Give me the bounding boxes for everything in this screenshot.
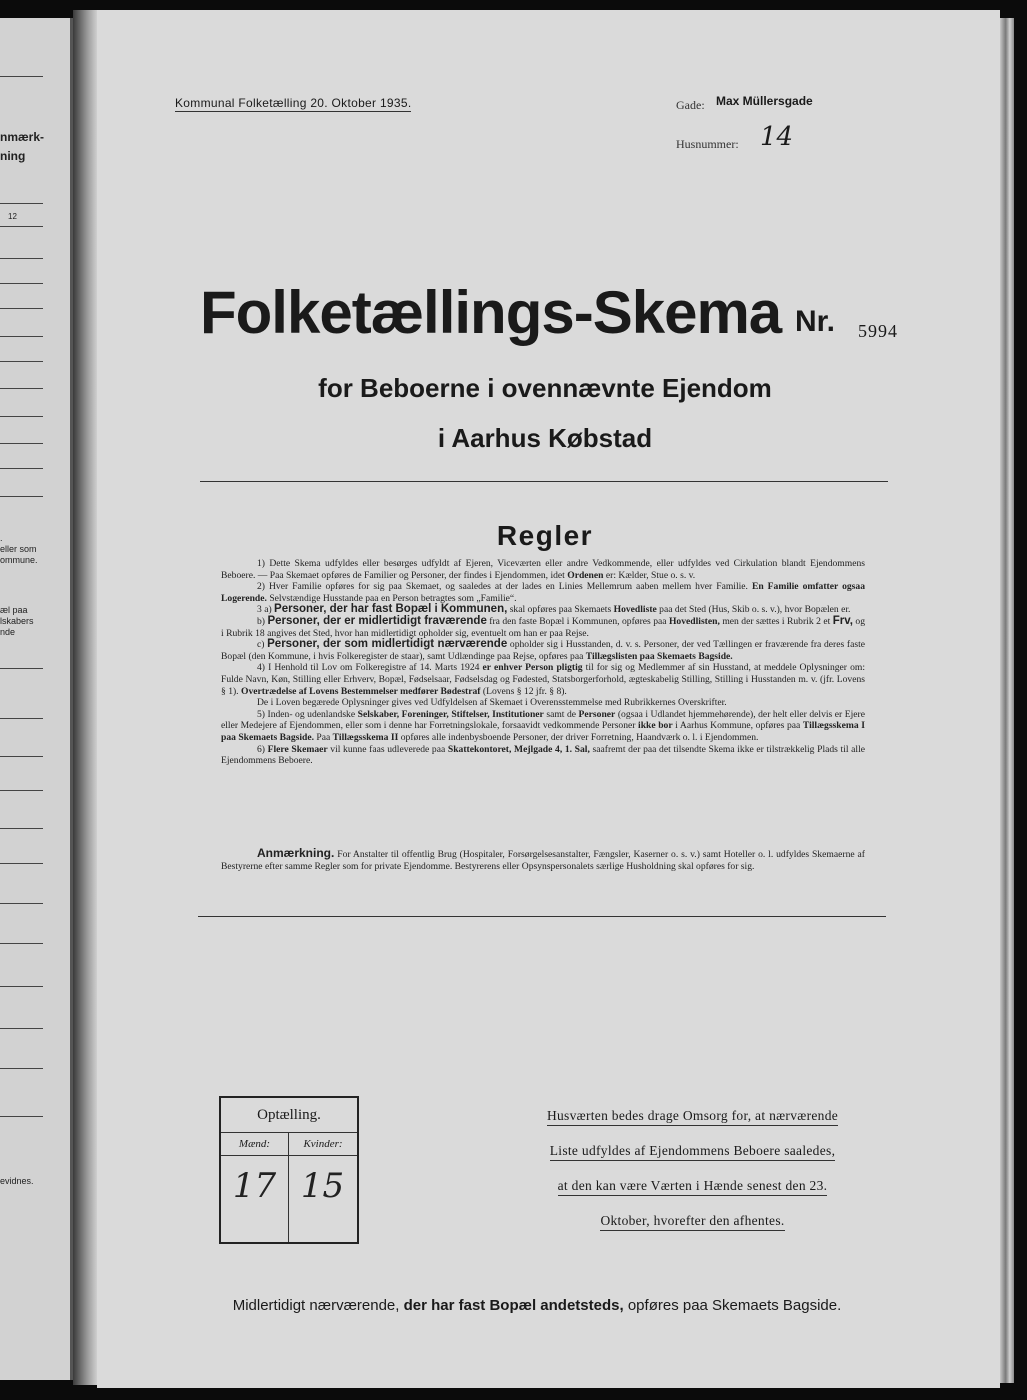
rule [0,943,43,944]
rule-4 [221,662,865,697]
rule-text: saafremt der paa det tilsendte Skema ikke er tilstrækkelig Plads til alle Ejendommens Beboere. [221,743,866,767]
rule-text: 5) Inden- og udenlandske [257,708,358,720]
rule-text: c) [257,639,268,651]
rule-heading: Personer, der som midlertidigt nærværende [267,638,508,651]
left-fragment: nde [0,627,16,637]
rule [0,756,43,757]
rule [0,283,43,284]
count-box [219,1096,359,1244]
rule-text: men der sættes i Rubrik 2 et [719,615,833,627]
rule-emphasis: Hovedliste [613,604,657,616]
rule [0,1116,43,1117]
rule-emphasis: Personer [578,708,616,720]
rule [0,336,43,337]
rules-text [221,558,865,767]
rule [0,1068,43,1069]
left-page-edge [0,18,73,1380]
divider [200,481,888,482]
footer-text: opføres paa Skemaets Bagside. [623,1297,842,1314]
footer-note [197,1297,877,1315]
left-fragment: nmærk- [0,130,45,144]
rule [0,718,43,719]
rule-text: (ogsaa i Udlandet hjemmehørende), der helt eller delvis er Ejere eller Medejere af Ejendommen, eller som i denne har Forretningslokale, forsaavidt vedkommende Personer [221,708,865,732]
rule [0,496,43,497]
rule-text: De i Loven begærede Oplysninger gives ved Udfyldelsen af Skemaet i Overensstemmelse med Rubrikkernes Overskrifter. [257,697,727,709]
men-label: Mænd: [221,1133,288,1156]
remark-body: For Anstalter til offentlig Brug (Hospitaler, Forsørgelsesanstalter, Fængsler, Kaserner o. s. v.) samt Hoteller o. l. udfyldes Skemaerne af Bestyrerne efter samme Regler som for private Ejendomme. Bestyrerens eller Opsynspersonalets særlige Husholdning skal opføres for sig. [221,849,865,872]
remark-label: Anmærkning. [257,846,335,860]
rule [0,361,43,362]
rule-emphasis: Frv, [832,614,853,627]
rule-emphasis: ikke bor [638,720,673,732]
rule-text: 6) [257,743,268,755]
count-caption: Optælling. [221,1098,357,1133]
rule-emphasis: Overtrædelse af Lovens Bestemmelser medfører Bødestraf [240,685,481,697]
rule-text: (Lovens § 12 jfr. § 8). [480,685,567,697]
rule-3b [221,616,865,639]
rule [0,1028,43,1029]
rule-text: 2) Hver Familie opføres for sig paa Skemaet, og saaledes at der lades en Linies Mellemrum aaben mellem hver Familie. [257,581,752,593]
rule-emphasis: Flere Skemaer [267,743,328,755]
rule-text: samt de [543,708,579,720]
rule-emphasis: Tillægsskema II [332,731,399,743]
rule [0,828,43,829]
right-page-edge [1000,18,1014,1383]
street-label: Gade: [676,98,705,112]
rule [0,388,43,389]
rule-text: paa det Sted (Hus, Skib o. s. v.), hvor Bopælen er. [656,604,851,616]
rule-2 [221,581,865,604]
notice-line [520,1143,865,1159]
rule-heading: Personer, der har fast Bopæl i Kommunen, [274,603,508,616]
rule [0,203,43,204]
rule-text: 4) I Henhold til Lov om Folkeregistre af 14. Marts 1924 [257,662,483,674]
rule-emphasis: er enhver Person pligtig [482,662,583,674]
remark-text [221,848,865,872]
rule-emphasis: En Familie omfatter ogsaa Logerende. [221,581,865,604]
rule-1 [221,558,865,581]
footer-text: Midlertidigt nærværende, [232,1297,404,1314]
rule [0,468,43,469]
rule-text: fra den faste Bopæl i Kommunen, opføres paa [486,615,669,627]
form-title: Folketællings-Skema [200,279,782,346]
house-number-label: Husnummer: [676,137,739,151]
notice-line [520,1178,865,1194]
rule [0,76,43,77]
rule-text: vil kunne faas udleverede paa [327,743,448,755]
rule-text: b) [257,615,268,627]
book-gutter [73,10,97,1385]
notice-text: Husværten bedes drage Omsorg for, at nærværende [547,1108,838,1126]
notice-text: Liste udfyldes af Ejendommens Beboere saaledes, [550,1143,836,1161]
left-fragment: eller som [0,544,37,554]
left-fragment: evidnes. [0,1176,34,1186]
rule-text: skal opføres paa Skemaets [507,604,614,616]
rule [0,986,43,987]
form-subtitle: for Beboerne i ovennævnte Ejendom [318,373,772,403]
rule [0,903,43,904]
rule-text: er: Kælder, Stue o. s. v. [603,569,696,581]
footer-emphasis: der har fast Bopæl andetsteds, [403,1297,624,1314]
rule [0,226,43,227]
rule-heading: Personer, der er midlertidigt fraværende [267,614,487,627]
left-fragment: ning [0,149,26,163]
rule-text: Selvstændige Husstande paa en Person betragtes som „Familie“. [266,592,517,604]
left-fragment: . [0,533,3,543]
divider [198,916,886,917]
street-value: Max Müllersgade [716,94,813,108]
rule-emphasis: Skattekontoret, Mejlgade 4, 1. Sal, [447,743,590,755]
rule [0,258,43,259]
form-number-value: 5994 [858,321,898,341]
rule-4-note [221,697,865,709]
notice-text: at den kan være Værten i Hænde senest den 23. [558,1178,828,1196]
form-number-label: Nr. [795,305,836,338]
rule-emphasis: Tillægsskema I paa Skemaets Bagside. [221,720,865,743]
rule-emphasis: Tillægslisten paa Skemaets Bagside. [585,650,733,662]
left-fragment: 12 [8,212,17,221]
men-count: 17 [232,1166,277,1206]
rule-text: 1) Dette Skema udfyldes eller besørges udfyldt af Ejeren, Viceværten eller andre Vedkommende, eller udfyldes ved Cirkulation blandt Ejendommens Beboere. — Paa Skemaet opføres de Familier og Personer, der findes i Ejendommen, idet [221,558,865,581]
rule [0,668,43,669]
rule-text: 3 a) [257,604,275,616]
rule [0,308,43,309]
notice-line [520,1213,865,1229]
rule-text: i Aarhus Kommune, opføres paa [672,720,803,732]
rule-text: til for sig og Medlemmer af sin Husstand, at meddele Oplysninger om: Fulde Navn, Køn, Stilling eller Erhverv, Bopæl, Fødselsaar, Fødselsdag og Fødested, Statsborgerforhold, ægteskabelig Stilling, Stilling i Husstanden m. v. (jfr. Lovens § 1). [221,662,865,697]
rule [0,863,43,864]
rule-6 [221,744,865,767]
rules-heading: Regler [496,520,594,551]
notice-text: Oktober, hvorefter den afhentes. [600,1213,784,1231]
left-fragment: lskabers [0,616,34,626]
rule-text: og i Rubrik 18 angives det Sted, hvor han midlertidigt opholder sig, eventuelt om han er paa Rejse. [221,615,865,639]
rule-emphasis: Hovedlisten, [668,615,720,627]
remark-section [221,848,865,872]
rule-text: opholder sig i Husstanden, d. v. s. Personer, der ved Tællingen er fraværende fra deres faste Bopæl (den Kommune, i hvis Folkeregister de staar), samt Udlændinge paa Rejse, opføres paa [221,639,865,662]
rule [0,790,43,791]
rule-emphasis: Selskaber, Foreninger, Stiftelser, Institutioner [357,708,544,720]
rule [0,443,43,444]
form-subtitle-city: i Aarhus Købstad [437,423,653,453]
notice-line [520,1108,865,1124]
rule [0,416,43,417]
left-fragment: æl paa [0,605,28,615]
women-label: Kvinder: [289,1133,357,1156]
left-fragment: ommune. [0,555,38,565]
rule-text: Paa [314,731,333,743]
rule-5 [221,709,865,744]
census-title: Kommunal Folketælling 20. Oktober 1935. [175,96,412,110]
house-number-value: 14 [760,122,794,152]
women-count: 15 [300,1166,345,1206]
rule-3c [221,639,865,662]
rule-text: opføres alle indenbysboende Personer, der driver Forretning, Haandværk o. l. i Ejendommen. [398,731,759,743]
rule-emphasis: Ordenen [567,569,604,581]
